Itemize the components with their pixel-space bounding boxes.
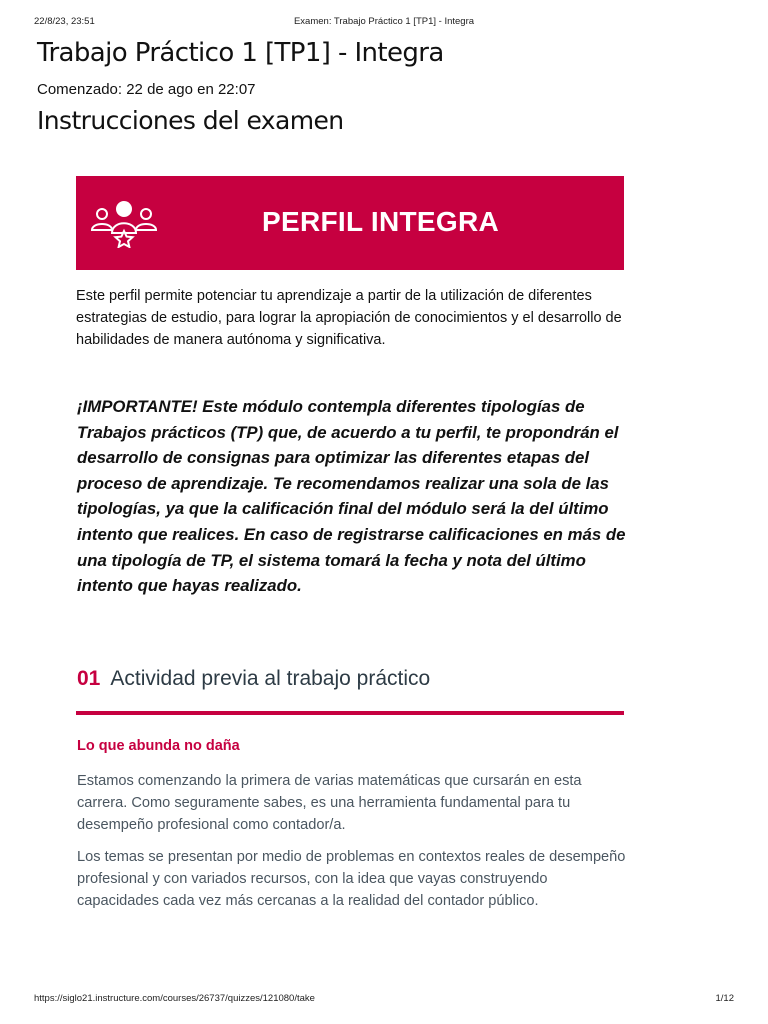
print-header <box>0 16 768 30</box>
print-doc-title: Examen: Trabajo Práctico 1 [TP1] - Integra <box>293 16 475 27</box>
print-footer <box>0 993 768 1007</box>
section-number: 01 <box>77 667 101 690</box>
print-datetime: 22/8/23, 23:51 <box>34 16 95 27</box>
started-timestamp: Comenzado: 22 de ago en 22:07 <box>37 81 256 98</box>
important-notice: ¡IMPORTANTE! Este módulo contempla diferentes tipologías de Trabajos prácticos (TP) que, de acuerdo a tu perfil, te propondrán el desarrollo de consignas para optimizar las diferentes etapas del proceso de aprendizaje. Te recomendamos realizar una sola de las tipologías, ya que la calificación final del módulo será la del último intento que realices. En caso de registrarse calificaciones en más de una tipología de TP, el sistema tomará la fecha y nota del último intento que hayas realizado. <box>77 397 626 596</box>
section-title: Actividad previa al trabajo práctico <box>110 667 431 690</box>
page-title: Trabajo Práctico 1 [TP1] - Integra <box>37 38 444 68</box>
banner-title: PERFIL INTEGRA <box>262 206 500 237</box>
section-paragraph-2: Los temas se presentan por medio de problemas en contextos reales de desempeño profesional y con variados recursos, con la idea que vayas construyendo capacidades cada vez más cercanas a la realidad del contador público. <box>77 849 626 909</box>
section-paragraph-1: Estamos comenzando la primera de varias matemáticas que cursarán en esta carrera. Como seguramente sabes, es una herramienta fundamental para tu desempeño profesional como contador/a. <box>77 773 582 833</box>
section-divider <box>76 711 624 715</box>
section-heading <box>77 667 625 697</box>
users-star-icon <box>90 198 158 248</box>
page-number: 1/12 <box>715 993 734 1004</box>
section-subheading: Lo que abunda no daña <box>77 738 240 754</box>
page-url: https://siglo21.instructure.com/courses/26737/quizzes/121080/take <box>34 993 315 1004</box>
intro-paragraph: Este perfil permite potenciar tu aprendizaje a partir de la utilización de diferentes estrategias de estudio, para lograr la apropiación de conocimientos y el desarrollo de habilidades de manera autónoma y significativa. <box>76 288 622 348</box>
instructions-title: Instrucciones del examen <box>37 106 344 135</box>
profile-banner <box>76 176 624 270</box>
